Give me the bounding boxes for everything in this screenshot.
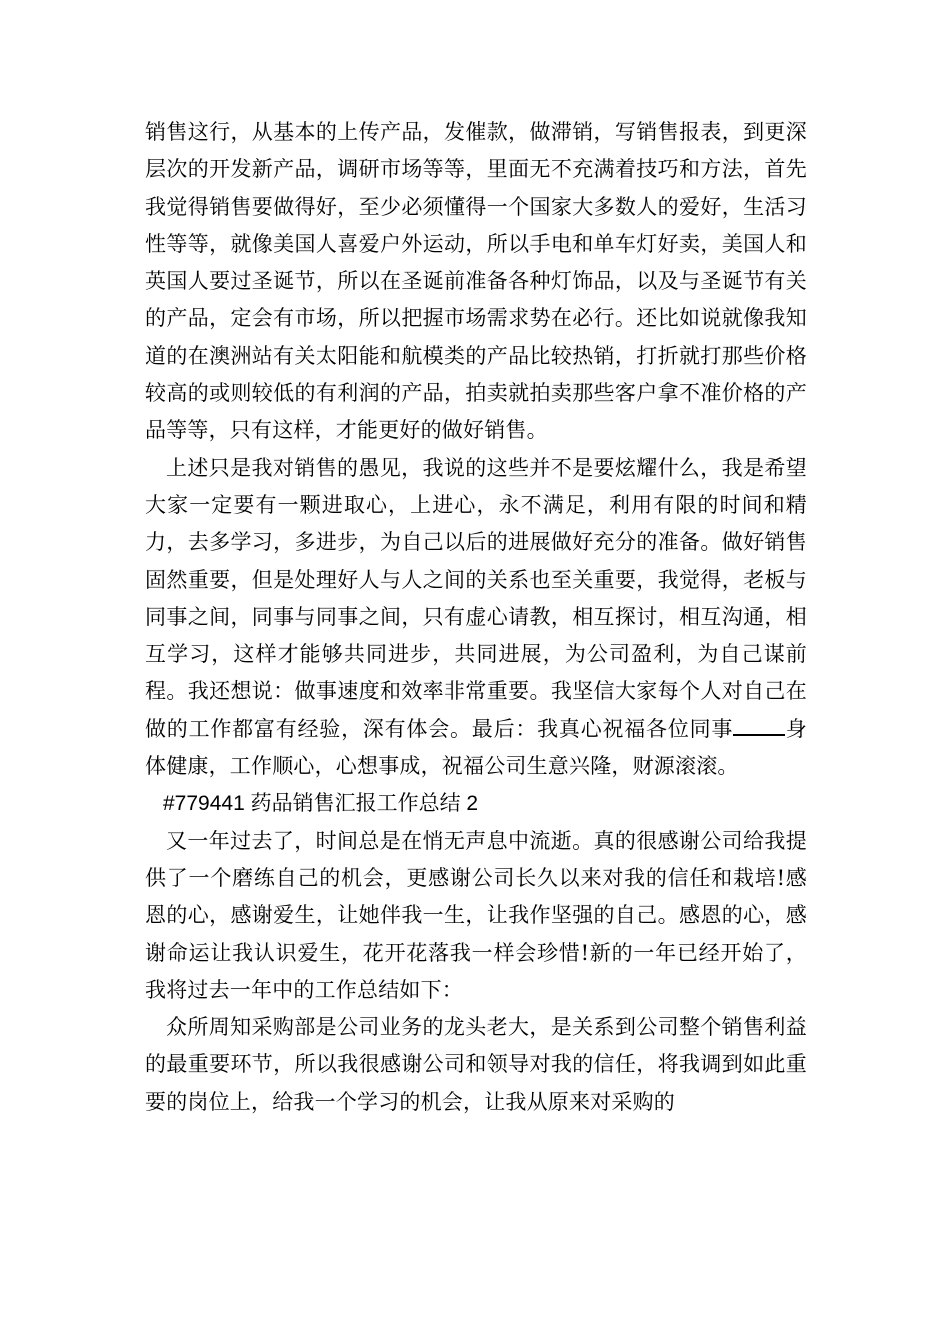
document-page [145,114,807,1121]
paragraph-sales-opinion [145,450,807,786]
paragraph-sales-methods: 销售这行，从基本的上传产品，发催款，做滞销，写销售报表，到更深层次的开发新产品，调研市场等等，里面无不充满着技巧和方法，首先我觉得销售要做得好，至少必须懂得一个国家大多数人的爱好，生活习性等等，就像美国人喜爱户外运动，所以手电和单车灯好卖，美国人和英国人要过圣诞节，所以在圣诞前准备各种灯饰品，以及与圣诞节有关的产品，定会有市场，所以把握市场需求势在必行。还比如说就像我知道的在澳洲站有关太阳能和航模类的产品比较热销，打折就打那些价格较高的或则较低的有利润的产品，拍卖就拍卖那些客户拿不准价格的产品等等，只有这样，才能更好的做好销售。 [145,120,807,443]
paragraph-text-before-blank: 上述只是我对销售的愚见，我说的这些并不是要炫耀什么，我是希望大家一定要有一颗进取心，上进心，永不满足，利用有限的时间和精力，去多学习，多进步，为自己以后的进展做好充分的准备。做好销售固然重要，但是处理好人与人之间的关系也至关重要，我觉得，老板与同事之间，同事与同事之间，只有虚心请教，相互探讨，相互沟通，相互学习，这样才能够共同进步，共同进展，为公司盈利，为自己谋前程。我还想说：做事速度和效率非常重要。我坚信大家每个人对自己在做的工作都富有经验，深有体会。最后：我真心祝福各位同事 [145,455,807,741]
paragraph-text-after-blank: 身体健康，工作顺心，心想事成，祝福公司生意兴隆，财源滚滚。 [145,716,807,779]
paragraph-year-review: 又一年过去了，时间总是在悄无声息中流逝。真的很感谢公司给我提供了一个磨练自己的机会，更感谢公司长久以来对我的信任和栽培!感恩的心，感谢爱生，让她伴我一生，让我作坚强的自己。感恩的心，感谢命运让我认识爱生，花开花落我一样会珍惜!新的一年已经开始了，我将过去一年中的工作总结如下： [145,828,807,1002]
section-heading: #779441 药品销售汇报工作总结 2 [163,792,479,816]
paragraph-purchasing-dept: 众所周知采购部是公司业务的龙头老大，是关系到公司整个销售利益的最重要环节，所以我很感谢公司和领导对我的信任，将我调到如此重要的岗位上，给我一个学习的机会，让我从原来对采购的 [145,1015,807,1114]
fill-in-blank [733,716,785,736]
